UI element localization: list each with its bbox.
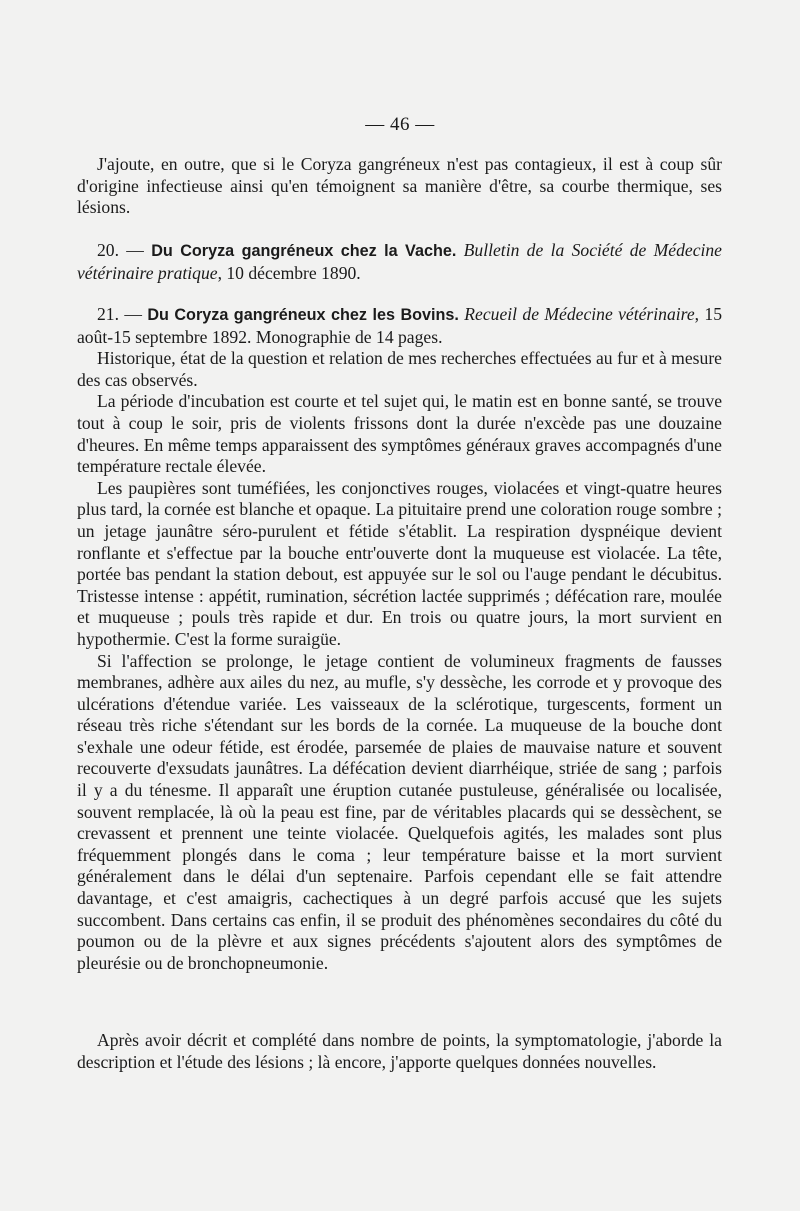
closing-paragraph: Après avoir décrit et complété dans nombre de points, la symptomatologie, j'aborde la description et l'étude des lésions ; là encore, j'apporte quelques données nouvelles.: [77, 1030, 722, 1072]
reference-number: 21. —: [97, 304, 148, 324]
page-number: — 46 —: [365, 114, 435, 135]
body-paragraph-historique: Historique, état de la question et relation de mes recherches effectuées au fur et à mesure des cas observés.: [77, 348, 722, 390]
reference-entry: [77, 304, 722, 348]
reference-entry: [77, 240, 722, 284]
reference-title: Du Coryza gangréneux chez les Bovins.: [147, 306, 459, 324]
body-paragraph-prolonged: Si l'affection se prolonge, le jetage contient de volumineux fragments de fausses membranes, adhère aux ailes du nez, au mufle, s'y dessèche, les corrode et y provoque des ulcérations d'étendue variée. Les vaisseaux de la sclérotique, turgescents, forment un réseau très riche s'étendant sur les bords de la cornée. La muqueuse de la bouche dont s'exhale une odeur fétide, est érodée, parsemée de plaies de mauvaise nature et souvent recouverte d'exsudats jaunâtres. La défécation devient diarrhéique, striée de sang ; parfois il y a du ténesme. Il apparaît une éruption cutanée pustuleuse, généralisée ou localisée, souvent remplacée, là où la peau est fine, par de véritables placards qui se dessèchent, se crevassent et prennent une teinte violacée. Quelquefois agités, les malades sont plus fréquemment plongés dans le coma ; leur température baisse et la mort survient généralement dans le délai d'un septenaire. Parfois cependant elle se fait attendre davantage, et c'est amaigris, cachectiques à un degré parfois accusé que les sujets succombent. Dans certains cas enfin, il se produit des phénomènes secondaires du côté du poumon ou de la plèvre et aux signes précédents s'ajoutent alors des symptômes de pleurésie ou de bronchopneumonie.: [77, 650, 722, 973]
reference-title: Du Coryza gangréneux chez la Vache.: [151, 242, 457, 260]
intro-section: [77, 154, 722, 219]
reference-source: Bulletin de la Société de Médecine vétérinaire pratique: [77, 240, 722, 283]
reference-21: [77, 304, 722, 974]
reference-details: , 10 décembre 1890.: [217, 262, 361, 283]
reference-source: Recueil de Médecine vétérinaire: [464, 304, 695, 324]
intro-paragraph: J'ajoute, en outre, que si le Coryza gangréneux n'est pas contagieux, il est à coup sûr d'origine infectieuse ainsi qu'en témoignent sa manière d'être, sa courbe thermique, ses lésions.: [77, 154, 722, 218]
closing-section: [77, 1030, 722, 1073]
reference-details: , 15 août-15 septembre 1892. Monographie de 14 pages.: [77, 304, 723, 347]
reference-20: [77, 240, 722, 284]
body-paragraph-incubation: La période d'incubation est courte et tel sujet qui, le matin est en bonne santé, se trouve tout à coup le soir, pris de violents frissons dont la durée n'excède pas une douzaine d'heures. En même temps apparaissent des symptômes généraux graves accompagnés d'une température rectale élevée.: [77, 391, 722, 477]
reference-number: 20. —: [97, 240, 152, 260]
body-paragraph-symptoms: Les paupières sont tuméfiées, les conjonctives rouges, violacées et vingt-quatre heures plus tard, la cornée est blanche et opaque. La pituitaire prend une coloration rouge sombre ; un jetage jaunâtre séro-purulent et fétide s'établit. La respiration dyspnéique devient ronflante et s'effectue par la bouche entr'ouverte dont la muqueuse est violacée. La tête, portée bas pendant la station debout, est appuyée sur le sol ou l'auge pendant le décubitus. Tristesse intense : appétit, rumination, sécrétion lactée supprimés ; défécation rare, moulée et muqueuse ; pouls très rapide et dur. En trois ou quatre jours, la mort survient en hypothermie. C'est la forme suraigüe.: [77, 477, 722, 649]
